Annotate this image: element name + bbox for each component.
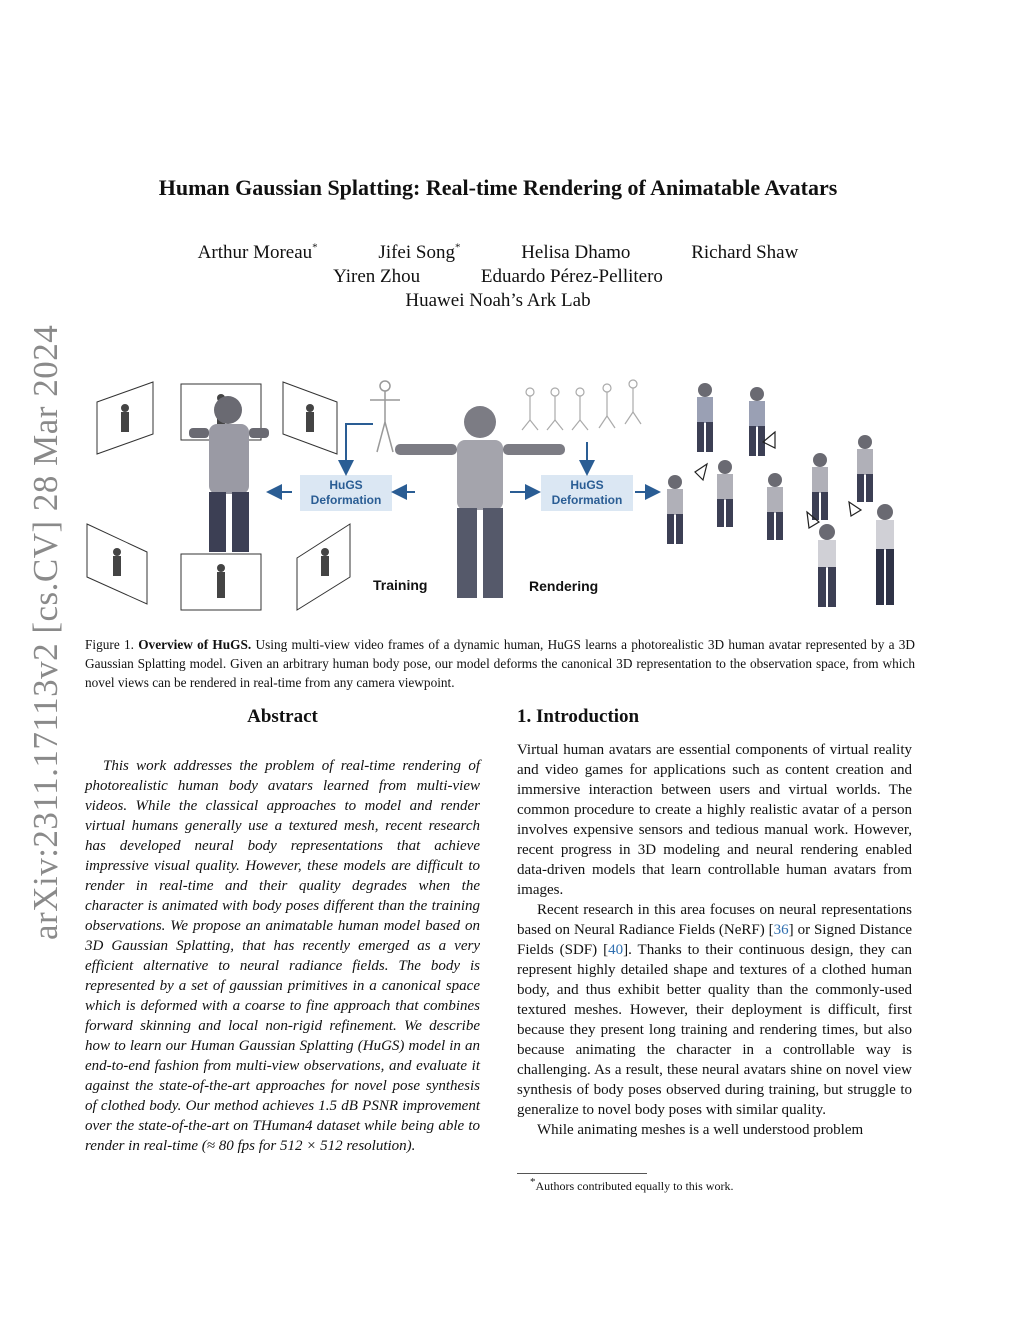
right-column — [517, 706, 912, 1140]
citation-link[interactable]: 36 — [773, 922, 789, 938]
rendered-avatars — [667, 383, 894, 607]
canonical-avatar — [395, 406, 565, 598]
author-name: Helisa Dhamo — [521, 242, 631, 263]
author-row-1 — [90, 241, 906, 265]
abstract-heading: Abstract — [247, 706, 318, 727]
footnote: *Authors contributed equally to this work. — [530, 1176, 734, 1193]
caption-bold: Overview of HuGS. — [138, 637, 252, 652]
training-avatar — [189, 396, 269, 552]
deformation-box-line2: Deformation — [551, 493, 623, 507]
training-label: Training — [373, 577, 428, 593]
intro-paragraph-3: While animating meshes is a well understood problem — [537, 1122, 864, 1138]
abstract-text: This work addresses the problem of real-time rendering of photorealistic human body avatars learned from multi-view videos. While the classical approaches to model and render virtual humans generally use a textured mesh, recent research has developed neural body representations that achieve impressive visual quality. However, these models are difficult to render in real-time and their quality degrades when the character is animated with body poses different than the training observations. We propose an animatable human model based on 3D Gaussian Splatting, that has recently emerged as a very efficient alternative to neural radiance fields. The body is represented by a set of gaussian primitives in a canonical space which is deformed with a coarse to fine approach that combines forward skinning and local non-rigid refinement. We describe how to learn our Human Gaussian Splatting (HuGS) model in an end-to-end fashion from multi-view observations, and evaluate it against the state-of-the-art approaches for novel pose synthesis of clothed body. Our method achieves 1.5 dB PSNR improvement over the state-of-the-art on THuman4 dataset while being able to render in real-time (≈ 80 fps for 512 × 512 resolution). — [85, 758, 480, 1154]
author-block — [90, 241, 906, 313]
author-name: Arthur Moreau* — [197, 241, 318, 263]
caption-label: Figure 1. — [85, 637, 134, 652]
author-name: Jifei Song* — [378, 241, 461, 263]
author-name: Yiren Zhou — [333, 266, 421, 287]
author-name: Richard Shaw — [691, 242, 799, 263]
deformation-box-line2: Deformation — [310, 493, 382, 507]
figure-overview — [85, 372, 925, 622]
rendering-label: Rendering — [529, 578, 599, 594]
intro-paragraph-2: Recent research in this area focuses on neural representations based on Neural Radiance Fields (NeRF) [36] or Signed Distance Fields (SDF) [40]. Thanks to their continuous design, they can represent highly detailed shape and textures of a clothed human body, and thus exhibit better quality than the commonly-used textured meshes. However, their deployment is difficult, first because they present long training and rendering times, but also because animating the character in a controllable way is challenging. As a result, these neural avatars shine on novel view synthesis of body poses observed during training, but struggle to generalize to novel body poses with similar quality. — [517, 902, 913, 1118]
left-column — [85, 706, 480, 1156]
caption-text: Using multi-view video frames of a dynamic human, HuGS learns a photorealistic 3D human avatar represented by a 3D Gaussian Splatting model. Given an arbitrary human body pose, our model deforms the canonical 3D representation to the observation space, from which novel views can be rendered in real-time from any camera viewpoint. — [85, 637, 916, 690]
author-row-2 — [90, 265, 906, 289]
footnote-rule — [517, 1173, 647, 1174]
intro-paragraph-1: Virtual human avatars are essential components of virtual reality and video games for applications such as content creation and immersive interaction between users and virtual worlds. The common procedure to create a highly realistic avatar of a person involves expensive sensors and tedious manual work. However, recent progress in 3D modeling and neural rendering enabled data-driven models that learn controllable human avatars from images. — [517, 742, 912, 898]
arxiv-margin-stamp: arXiv:2311.17113v2 [cs.CV] 28 Mar 2024 — [26, 324, 65, 940]
introduction-heading: 1. Introduction — [517, 706, 640, 727]
author-name: Eduardo Pérez-Pellitero — [480, 266, 663, 287]
figure-caption — [85, 635, 915, 692]
affiliation: Huawei Noah’s Ark Lab — [405, 290, 591, 311]
citation-link[interactable]: 40 — [608, 942, 624, 958]
deformation-box-line1: HuGS — [570, 478, 604, 492]
deformation-box-line1: HuGS — [329, 478, 363, 492]
paper-title: Human Gaussian Splatting: Real-time Rendering of Animatable Avatars — [158, 175, 838, 200]
figure-illustration — [85, 372, 925, 622]
